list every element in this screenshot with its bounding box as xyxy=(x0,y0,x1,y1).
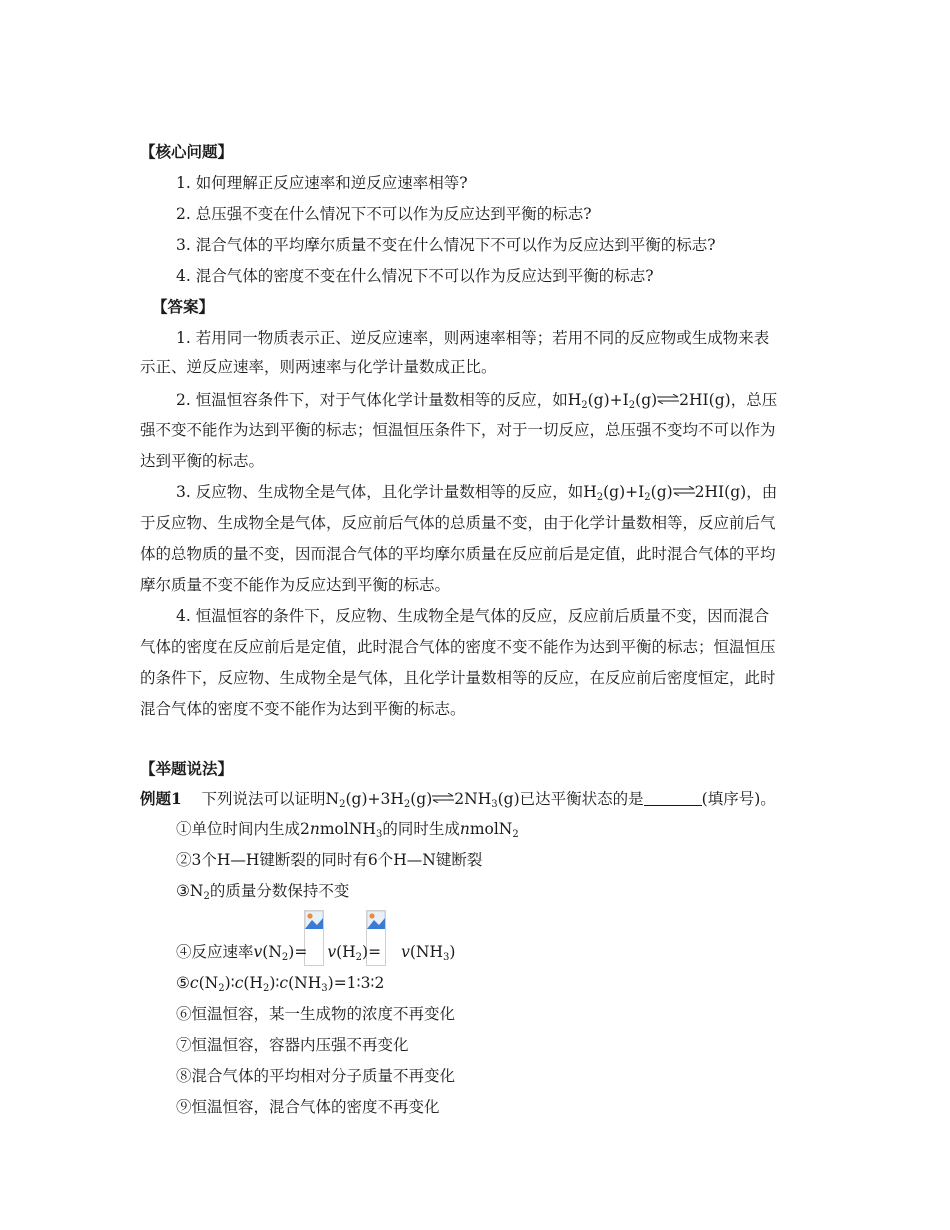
example-heading: 【举题说法】 xyxy=(140,759,234,778)
option-5: $⑤c(N_2)∶c(H_2)∶c(NH_3)=1∶3∶2$ xyxy=(176,974,385,994)
example-stem-tail: (填序号)。 xyxy=(701,790,776,808)
option-1-text-2: molNH xyxy=(319,820,376,838)
answer-4-line-3: 的条件下，反应物、生成物全是气体，且化学计量数相等的反应，在反应前后密度恒定，此时 xyxy=(140,669,776,687)
answer-3-text: 3. 反应物、生成物全是气体，且化学计量数相等的反应，如H xyxy=(176,483,597,501)
answer-3-line-2: 于反应物、生成物全是气体，反应前后气体的总质量不变，由于化学计量数相等，反应前后气 xyxy=(140,514,776,532)
answer-2-text: 2. 恒温恒容条件下，对于气体化学计量数相等的反应，如H xyxy=(176,391,582,409)
answer-heading: 【答案】 xyxy=(152,297,215,316)
option-8: ⑧混合气体的平均相对分子质量不再变化 xyxy=(176,1067,456,1085)
core-heading: 【核心问题】 xyxy=(140,142,234,161)
core-question-3: 3. 混合气体的平均摩尔质量不变在什么情况下不可以作为反应达到平衡的标志? xyxy=(176,236,716,254)
answer-3-line-1: 3. 反应物、生成物全是气体，且化学计量数相等的反应，如$H_2(g)+I_2(g)$ 2HI(g)，由 xyxy=(176,483,778,503)
equilibrium-arrow-icon xyxy=(673,486,695,496)
answer-1-line-2: 示正、逆反应速率，则两速率与化学计量数成正比。 xyxy=(140,358,497,376)
example-label: 例题1 xyxy=(140,789,182,808)
option-4: ④反应速率$v(N_2)= v(H_2)= v(NH_3)$ xyxy=(176,943,456,963)
option-5-text: =1∶3∶2 xyxy=(333,974,385,992)
option-1-text-4: molN xyxy=(469,820,513,838)
option-6: ⑥恒温恒容，某一生成物的浓度不再变化 xyxy=(176,1005,456,1023)
answer-3-text-end: ，由 xyxy=(746,483,778,501)
answer-4-line-4: 混合气体的密度不变不能作为达到平衡的标志。 xyxy=(140,700,466,718)
answer-2-text-end: ，总压 xyxy=(730,391,778,409)
answer-1-line-1: 1. 若用同一物质表示正、逆反应速率，则两速率相等；若用不同的反应物或生成物来表 xyxy=(176,329,770,347)
answer-4-line-2: 气体的密度在反应前后是定值，此时混合气体的密度不变不能作为达到平衡的标志；恒温恒压 xyxy=(140,638,776,656)
broken-image-icon xyxy=(305,911,323,929)
equilibrium-arrow-icon xyxy=(432,793,454,803)
option-9: ⑨恒温恒容，混合气体的密度不再变化 xyxy=(176,1098,440,1116)
option-4-text: ④反应速率 xyxy=(176,943,254,961)
answer-2-line-2: 强不变不能作为达到平衡的标志；恒温恒压条件下，对于一切反应，总压强不变均不可以作为 xyxy=(140,421,776,439)
example-stem-text: 下列说法可以证明N xyxy=(201,790,340,808)
option-2: ②3个H—H键断裂的同时有6个H—N键断裂 xyxy=(176,851,483,869)
broken-image-icon xyxy=(367,911,385,929)
option-1-text-3: 的同时生成 xyxy=(382,820,460,838)
answer-blank xyxy=(644,791,702,806)
answer-3-line-4: 摩尔质量不变不能作为反应达到平衡的标志。 xyxy=(140,576,451,594)
example-stem: 例题1 下列说法可以证明$N_2(g)+3H_2(g)$ $2NH_3(g)$已达平衡状态的是 (填序号)。 xyxy=(140,789,776,810)
answer-3-line-3: 体的总物质的量不变，因而混合气体的平均摩尔质量在反应前后是定值，此时混合气体的平均 xyxy=(140,545,776,563)
core-question-4: 4. 混合气体的密度不变在什么情况下不可以作为反应达到平衡的标志? xyxy=(176,267,654,285)
core-question-1: 1. 如何理解正反应速率和逆反应速率相等? xyxy=(176,174,468,192)
example-stem-text-2: 已达平衡状态的是 xyxy=(519,790,644,808)
answer-2-line-1: 2. 恒温恒容条件下，对于气体化学计量数相等的反应，如$H_2(g)+I_2(g)$ 2HI(g)，总压 xyxy=(176,391,778,411)
equilibrium-arrow-icon xyxy=(657,394,679,404)
option-1: ①单位时间内生成2nmolNH$_3$的同时生成nmolN$_2$ xyxy=(176,820,519,840)
option-3: $③N_2$的质量分数保持不变 xyxy=(176,882,350,902)
option-1-text: ①单位时间内生成2 xyxy=(176,820,310,838)
core-question-2: 2. 总压强不变在什么情况下不可以作为反应达到平衡的标志? xyxy=(176,205,592,223)
option-3-text-2: 的质量分数保持不变 xyxy=(209,882,350,900)
answer-2-line-3: 达到平衡的标志。 xyxy=(140,452,265,470)
option-7: ⑦恒温恒容，容器内压强不再变化 xyxy=(176,1036,409,1054)
answer-4-line-1: 4. 恒温恒容的条件下，反应物、生成物全是气体的反应，反应前后质量不变，因而混合 xyxy=(176,607,770,625)
option-3-text: ③N xyxy=(176,882,204,900)
